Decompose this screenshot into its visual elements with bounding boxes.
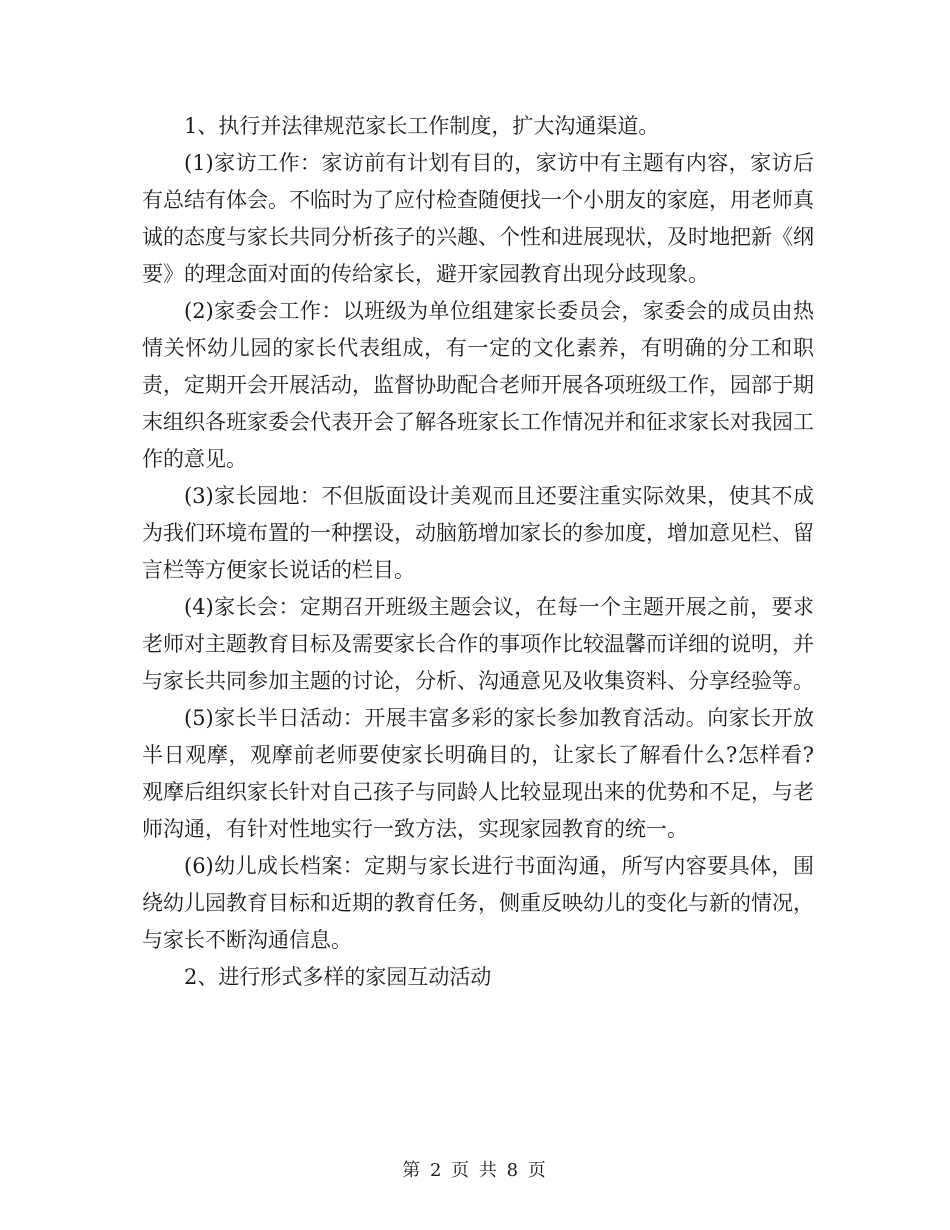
paragraph-parent-committee: (2)家委会工作：以班级为单位组建家长委员会，家委会的成员由热情关怀幼儿园的家长代表组成，有一定的文化素养，有明确的分工和职责，定期开会开展活动，监督协助配合老师开展各项班级工作，园部于期末组织各班家委会代表开会了解各班家长工作情况并和征求家长对我园工作的意见。 — [142, 299, 814, 471]
paragraph-half-day-activity: (5)家长半日活动：开展丰富多彩的家长参加教育活动。向家长开放半日观摩，观摩前老师要使家长明确目的，让家长了解看什么?怎样看?观摩后组织家长针对自己孩子与同龄人比较显现出来的优势和不足，与老师沟通，有针对性地实行一致方法，实现家园教育的统一。 — [142, 706, 814, 841]
paragraph-parent-board: (3)家长园地：不但版面设计美观而且还要注重实际效果，使其不成为我们环境布置的一种摆设，动脑筋增加家长的参加度，增加意见栏、留言栏等方便家长说话的栏目。 — [142, 484, 814, 582]
paragraph-section-1: 1、执行并法律规范家长工作制度，扩大沟通渠道。 — [184, 114, 660, 138]
paragraph-home-visits: (1)家访工作：家访前有计划有目的，家访中有主题有内容，家访后有总结有体会。不临时为了应付检查随便找一个小朋友的家庭，用老师真诚的态度与家长共同分析孩子的兴趣、个性和进展现状，及时地把新《纲要》的理念面对面的传给家长，避开家园教育出现分歧现象。 — [142, 151, 814, 286]
page-footer: 第 2 页 共 8 页 — [402, 1160, 548, 1181]
paragraph-parent-meeting: (4)家长会：定期召开班级主题会议，在每一个主题开展之前，要求老师对主题教育目标及需要家长合作的事项作比较温馨而详细的说明，并与家长共同参加主题的讨论，分析、沟通意见及收集资料、分享经验等。 — [142, 595, 814, 693]
paragraph-section-2: 2、进行形式多样的家园互动活动 — [184, 965, 492, 989]
paragraph-growth-archive: (6)幼儿成长档案：定期与家长进行书面沟通，所写内容要具体，围绕幼儿园教育目标和近期的教育任务，侧重反映幼儿的变化与新的情况，与家长不断沟通信息。 — [142, 854, 814, 952]
document-body — [142, 108, 814, 996]
